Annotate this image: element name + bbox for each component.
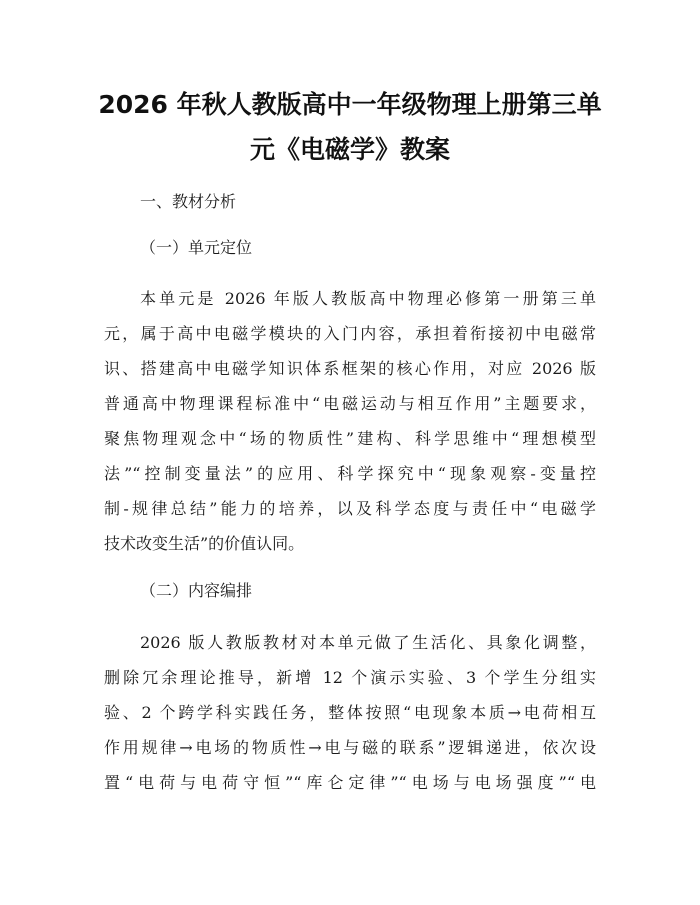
paragraph-line: 本单元是 2026 年版人教版高中物理必修第一册第三单 xyxy=(140,289,596,308)
document-title-line-1: 2026 年秋人教版高中一年级物理上册第三单 xyxy=(98,90,602,119)
paragraph-line: 元，属于高中电磁学模块的入门内容，承担着衔接初中电磁常 xyxy=(104,324,596,343)
paragraph-line: 验、2 个跨学科实践任务，整体按照“电现象本质→电荷相互 xyxy=(104,703,596,722)
paragraph-line: 技术改变生活”的价值认同。 xyxy=(104,534,305,553)
paragraph-line: 普通高中物理课程标准中“电磁运动与相互作用”主题要求， xyxy=(104,394,596,413)
paragraph-line: 聚焦物理观念中“场的物质性”建构、科学思维中“理想模型 xyxy=(104,429,596,448)
paragraph-line: 删除冗余理论推导，新增 12 个演示实验、3 个学生分组实 xyxy=(104,668,596,687)
paragraph-line: 制-规律总结”能力的培养，以及科学态度与责任中“电磁学 xyxy=(104,499,596,518)
paragraph-line: 作用规律→电场的物质性→电与磁的联系”逻辑递进，依次设 xyxy=(104,738,596,757)
document-title-line-2: 元《电磁学》教案 xyxy=(249,135,450,164)
section-heading-teaching-material-analysis: 一、教材分析 xyxy=(140,192,237,211)
subsection-heading-content-arrangement: （二）内容编排 xyxy=(140,581,253,600)
paragraph-line: 置“电荷与电荷守恒”“库仑定律”“电场与电场强度”“电 xyxy=(104,773,596,792)
paragraph-line: 法”“控制变量法”的应用、科学探究中“现象观察-变量控 xyxy=(104,464,596,483)
paragraph-line: 识、搭建高中电磁学知识体系框架的核心作用，对应 2026 版 xyxy=(104,359,596,378)
paragraph-line: 2026 版人教版教材对本单元做了生活化、具象化调整， xyxy=(140,633,596,652)
subsection-heading-unit-positioning: （一）单元定位 xyxy=(140,238,253,257)
